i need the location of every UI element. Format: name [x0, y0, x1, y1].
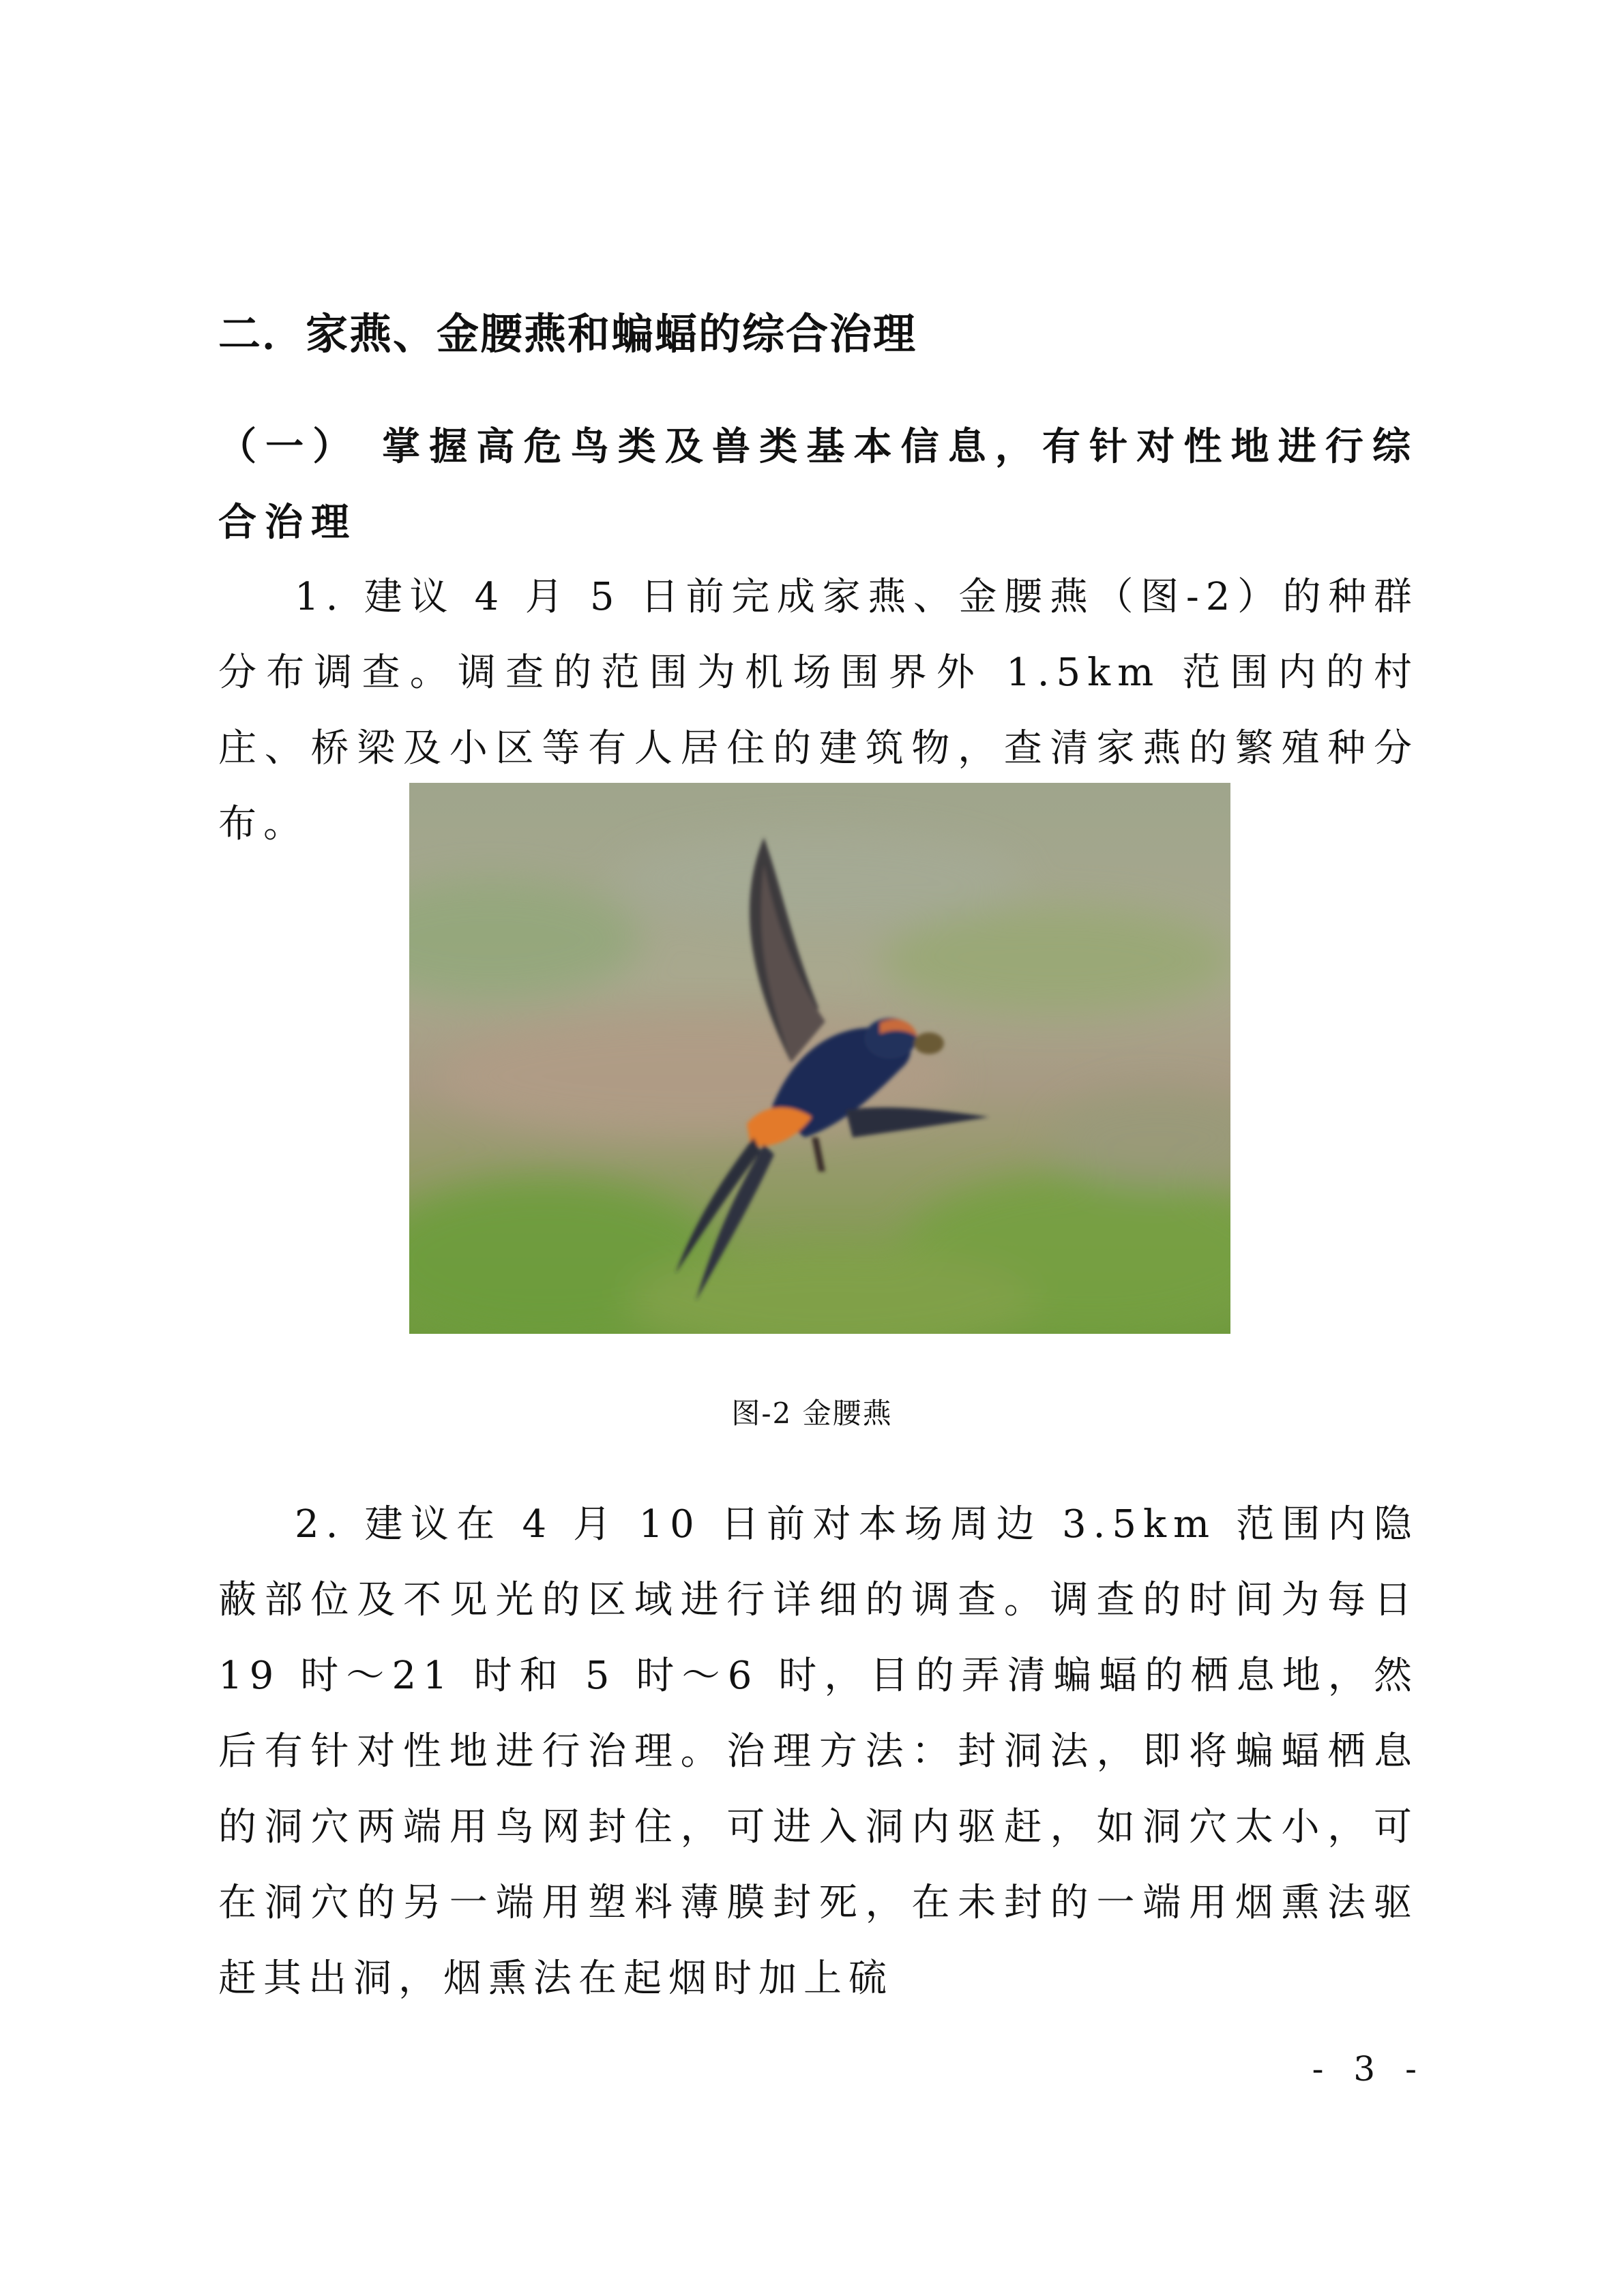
page-number: - 3 -: [1312, 2049, 1426, 2089]
subsection-heading: （一） 掌握高危鸟类及兽类基本信息，有针对性地进行综合治理: [218, 425, 1419, 545]
paragraph-1: 1. 建议 4 月 5 日前完成家燕、金腰燕（图-2）的种群分布调查。调查的范围为机场围界外 1.5km 范围内的村庄、桥梁及小区等有人居住的建筑物，查清家燕的繁殖种分布。: [218, 575, 1419, 846]
figure-caption: 图-2 金腰燕: [731, 1397, 893, 1430]
swallow-photo: [409, 783, 1230, 1334]
paragraph-2: 2. 建议在 4 月 10 日前对本场周边 3.5km 范围内隐蔽部位及不见光的区域进行详细的调查。调查的时间为每日 19 时～21 时和 5 时～6 时，目的弄清蝙蝠的栖息地，然后有针对性地进行治理。治理方法：封洞法，即将蝙蝠栖息的洞穴两端用鸟网封住，可进入洞内驱赶，如洞穴太小，可在洞穴的另一端用塑料薄膜封死，在未封的一端用烟熏法驱赶其出洞，烟熏法在起烟时加上硫: [218, 1502, 1419, 2001]
section-heading: 二．家燕、金腰燕和蝙蝠的综合治理: [218, 309, 917, 359]
